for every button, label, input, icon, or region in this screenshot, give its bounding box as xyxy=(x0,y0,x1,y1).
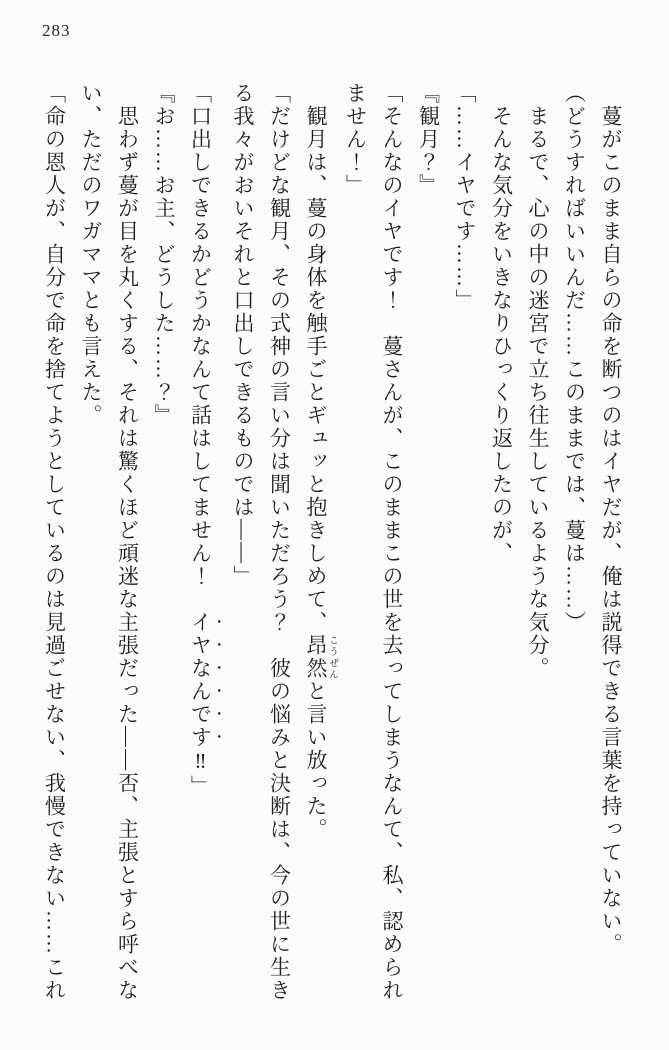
text-line: 観月は、蔓の身体を触手ごとギュッと抱きしめて、昂然 こうぜんと言い放った。 xyxy=(304,105,337,841)
text-block xyxy=(36,82,629,1020)
text-line: 思わず蔓が目を丸くする、それは驚くほど頑迷な主張だった――否、主張とすら呼べな xyxy=(115,105,140,1002)
text-line: ません！」 xyxy=(343,82,368,197)
text-line: そんな気分をいきなりひっくり返したのが、 xyxy=(489,105,514,565)
ruby-annotated-text: 昂然 こうぜん xyxy=(304,634,337,680)
text-line: 『お……お主、どうした……？』 xyxy=(152,82,176,427)
page-number: 283 xyxy=(42,21,71,40)
text-line: まるで、心の中の迷宮で立ち往生しているような気分。 xyxy=(526,105,550,680)
text-line: 「……イヤです……」 xyxy=(453,82,477,312)
emphasized-text: イヤなんです xyxy=(188,611,213,749)
text-line: 『観月？』 xyxy=(416,82,441,197)
text-line: 「口出しできるかどうかなんて話はしてません！ イヤなんです‼」 xyxy=(188,82,213,798)
text-line: 蔓がこのまま自らの命を断つのはイヤだが、俺は説得できる言葉を持っていない。 xyxy=(599,105,623,956)
text-line: る我々がおいそれと口出しできるものでは――」 xyxy=(231,82,255,588)
text-line: 「命の恩人が、自分で命を捨てようとしているのは見過ごせない、我慢できない……これ xyxy=(42,82,67,1002)
text-line: （どうすればいいんだ……このままでは、蔓は……） xyxy=(562,82,587,634)
text-line: 「だけどな観月、その式神の言い分は聞いただろう？ 彼の悩みと決断は、今の世に生き xyxy=(267,82,292,1002)
text-line: 「そんなのイヤです！ 蔓さんが、このままこの世を去ってしまうなんて、私、認められ xyxy=(380,82,404,1002)
text-line: い、ただのワガママとも言えた。 xyxy=(79,82,103,427)
